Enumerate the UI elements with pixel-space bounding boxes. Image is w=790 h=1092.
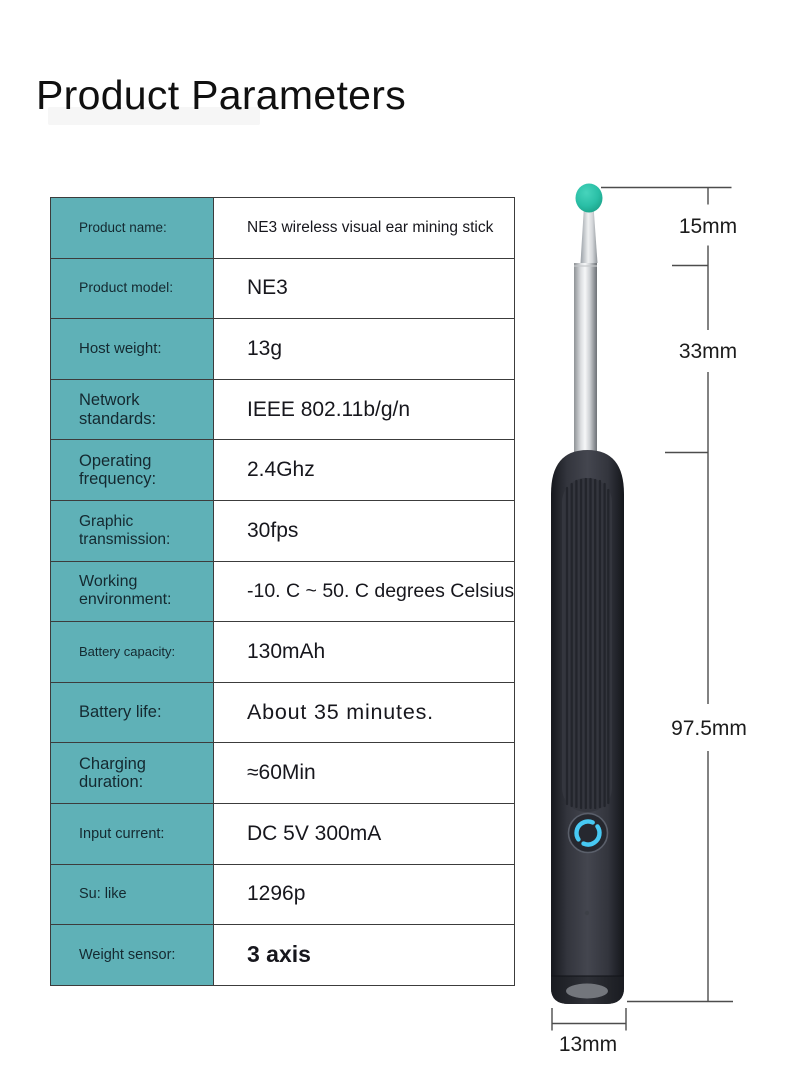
param-label: Product name: — [51, 198, 214, 259]
param-row-graphic-transmission — [51, 500, 515, 561]
param-row-operating-frequency — [51, 440, 515, 501]
param-value: 30fps — [214, 500, 515, 561]
param-label: Operating frequency: — [51, 440, 214, 501]
param-value: NE3 — [214, 258, 515, 319]
param-value: 130mAh — [214, 622, 515, 683]
param-row-product-name — [51, 198, 515, 259]
param-row-su-like — [51, 864, 515, 925]
spec-table — [50, 197, 515, 986]
param-row-working-environment — [51, 561, 515, 622]
param-row-product-model — [51, 258, 515, 319]
param-label: Weight sensor: — [51, 925, 214, 986]
param-value: ≈60Min — [214, 743, 515, 804]
device-body — [551, 450, 624, 1004]
param-row-host-weight — [51, 319, 515, 380]
param-value: 13g — [214, 319, 515, 380]
param-label: Product model: — [51, 258, 214, 319]
param-value: -10. C ~ 50. C degrees Celsius — [214, 561, 515, 622]
param-value: IEEE 802.11b/g/n — [214, 379, 515, 440]
param-value: NE3 wireless visual ear mining stick — [214, 198, 515, 259]
param-label: Charging duration: — [51, 743, 214, 804]
dimension-probe-length-label: 33mm — [660, 340, 756, 363]
param-label: Host weight: — [51, 319, 214, 380]
param-value: 3 axis — [214, 925, 515, 986]
param-label: Working environment: — [51, 561, 214, 622]
probe-tip — [581, 206, 598, 263]
param-label: Network standards: — [51, 379, 214, 440]
metal-shaft — [574, 206, 598, 461]
param-row-weight-sensor — [51, 925, 515, 986]
param-row-battery-life — [51, 682, 515, 743]
param-label: Battery capacity: — [51, 622, 214, 683]
param-value: 1296p — [214, 864, 515, 925]
camera-ball-tip — [576, 184, 603, 213]
indicator-dot — [585, 911, 589, 915]
param-row-network-standards — [51, 379, 515, 440]
param-row-battery-capacity — [51, 622, 515, 683]
param-value: DC 5V 300mA — [214, 803, 515, 864]
dimension-body-length-label: 97.5mm — [654, 717, 764, 740]
param-value: About 35 minutes. — [214, 682, 515, 743]
param-row-charging-duration — [51, 743, 515, 804]
param-row-input-current — [51, 803, 515, 864]
grip-ridges — [562, 478, 612, 812]
dimension-body-width-label: 13mm — [540, 1033, 636, 1056]
param-label: Su: like — [51, 864, 214, 925]
page-title: Product Parameters — [36, 72, 406, 118]
param-label: Battery life: — [51, 682, 214, 743]
device-bottom-cap — [551, 976, 624, 1004]
param-label: Graphic transmission: — [51, 500, 214, 561]
dimension-tip-length-label: 15mm — [660, 215, 756, 238]
power-button — [569, 814, 608, 853]
param-value: 2.4Ghz — [214, 440, 515, 501]
param-label: Input current: — [51, 803, 214, 864]
